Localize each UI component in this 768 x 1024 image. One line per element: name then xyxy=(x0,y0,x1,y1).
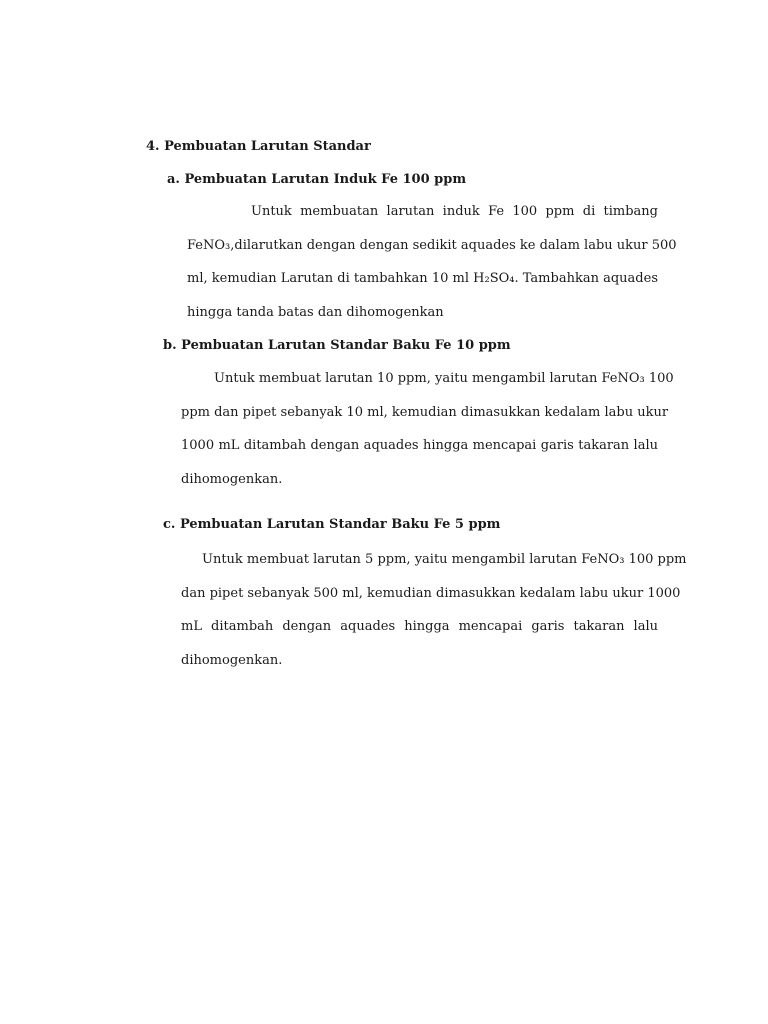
paragraph-line: Untuk membuatan larutan induk Fe 100 ppm di timbang xyxy=(251,204,658,219)
subsection-a-heading: a. Pembuatan Larutan Induk Fe 100 ppm xyxy=(167,172,467,187)
paragraph-line: dihomogenkan. xyxy=(181,652,283,668)
subsection-a-paragraph xyxy=(187,195,677,329)
paragraph-line: ml, kemudian Larutan di tambahkan 10 ml H₂SO₄. Tambahkan aquades xyxy=(187,271,658,286)
section-heading: 4. Pembuatan Larutan Standar xyxy=(146,139,371,154)
subsection-b-heading: b. Pembuatan Larutan Standar Baku Fe 10 ppm xyxy=(163,338,511,353)
paragraph-line: FeNO₃,dilarutkan dengan dengan sedikit aquades ke dalam labu ukur 500 xyxy=(187,237,677,253)
subsection-b-paragraph xyxy=(181,362,674,496)
paragraph-line: dan pipet sebanyak 500 ml, kemudian dimasukkan kedalam labu ukur 1000 xyxy=(181,585,681,601)
subsection-c-paragraph xyxy=(181,543,687,677)
paragraph-line: dihomogenkan. xyxy=(181,471,283,487)
paragraph-line: ppm dan pipet sebanyak 10 ml, kemudian dimasukkan kedalam labu ukur xyxy=(181,404,669,420)
paragraph-line: mL ditambah dengan aquades hingga mencapai garis takaran lalu xyxy=(181,619,658,634)
paragraph-line: Untuk membuat larutan 5 ppm, yaitu mengambil larutan FeNO₃ 100 ppm xyxy=(202,552,687,567)
subsection-c-heading: c. Pembuatan Larutan Standar Baku Fe 5 ppm xyxy=(163,517,501,532)
paragraph-line: 1000 mL ditambah dengan aquades hingga mencapai garis takaran lalu xyxy=(181,438,658,453)
paragraph-line: Untuk membuat larutan 10 ppm, yaitu mengambil larutan FeNO₃ 100 xyxy=(214,371,674,386)
paragraph-line: hingga tanda batas dan dihomogenkan xyxy=(187,304,444,320)
